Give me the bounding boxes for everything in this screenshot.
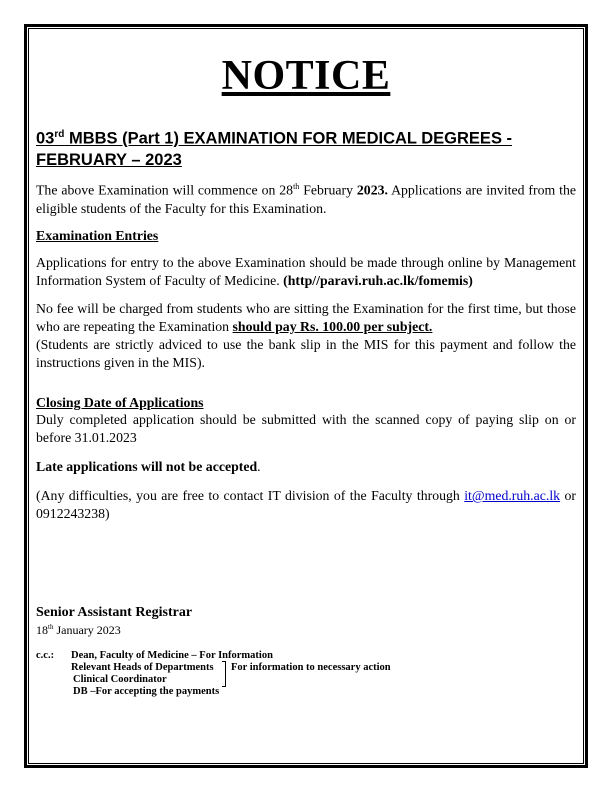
cc-line-coordinator: Clinical Coordinator (73, 674, 167, 685)
closing-heading: Closing Date of Applications (36, 395, 204, 410)
contact-paragraph: (Any difficulties, you are free to contact IT division of the Faculty through it@med.ruh.ac.lk or 0912243238) (36, 488, 576, 521)
cc-label: c.c.: (36, 650, 55, 661)
cc-line-db: DB –For accepting the payments (73, 686, 220, 697)
late-notice: Late applications will not be accepted. (36, 459, 261, 474)
cc-line-dean: Dean, Faculty of Medicine – For Information (71, 650, 273, 661)
cc-brace (222, 661, 226, 687)
cc-line-heads: Relevant Heads of Departments (71, 662, 214, 673)
closing-paragraph: Duly completed application should be submitted with the scanned copy of paying slip on or before 31.01.2023 (36, 412, 576, 445)
mis-url: (http//paravi.ruh.ac.lk/fomemis) (283, 273, 473, 288)
it-email-link[interactable]: it@med.ruh.ac.lk (464, 488, 561, 503)
fee-paragraph: No fee will be charged from students who are sitting the Examination for the first time, but those who are repeating the Examination should pay Rs. 100.00 per subject. (Students are strictly adviced to use the bank slip in the MIS for this payment and follow the instructions given in the MIS). (36, 301, 576, 370)
exam-heading: 03rd MBBS (Part 1) EXAMINATION FOR MEDICAL DEGREES - FEBRUARY – 2023 (36, 129, 513, 169)
cc-line-heads-purpose: For information to necessary action (231, 662, 391, 673)
notice-title: NOTICE (221, 53, 391, 99)
fee-emphasis: should pay Rs. 100.00 per subject. (232, 319, 433, 334)
entries-heading: Examination Entries (36, 228, 159, 243)
intro-paragraph: The above Examination will commence on 28th February 2023. Applications are invited from the eligible students of the Faculty for this Examination. (36, 182, 576, 216)
notice-date: 18th January 2023 (36, 623, 121, 637)
entries-paragraph: Applications for entry to the above Examination should be made through online by Management Information System of Faculty of Medicine. (http//paravi.ruh.ac.lk/fomemis) (36, 255, 576, 288)
signatory: Senior Assistant Registrar (36, 605, 193, 620)
